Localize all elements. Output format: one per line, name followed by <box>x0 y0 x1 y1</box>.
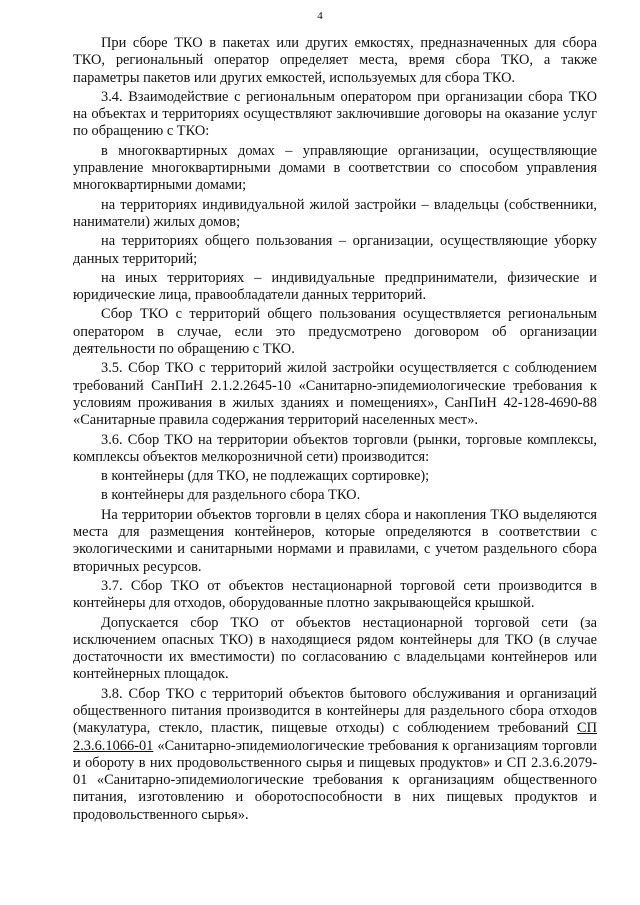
paragraph-3-8 <box>73 686 597 824</box>
paragraph-public-collection: Сбор ТКО с территорий общего пользования осуществляется региональным оператором в случае, если это предусмотрено договором об организации деятельности по обращению с ТКО. <box>73 306 597 358</box>
paragraph-trade-territories: На территории объектов торговли в целях сбора и накопления ТКО выделяются места для размещения контейнеров, которые определяются в соответствии с экологическими и санитарными нормами и правилами, с учетом раздельного сбора вторичных ресурсов. <box>73 506 597 575</box>
paragraph-individual-housing: на территориях индивидуальной жилой застройки – владельцы (собственники, наниматели) жилых домов; <box>73 196 597 230</box>
paragraph-3-8-end: «Санитарно-эпидемиологические требования к организациям торговли и обороту в них продовольственного сырья и пищевых продуктов» и СП 2.3.6.2079-01 «Санитарно-эпидемиологические требования к организациям общественного питания, изготовлению и оборотоспособности в них пищевых продуктов и продовольственного сырья». <box>73 737 597 823</box>
page-number: 4 <box>317 10 323 22</box>
paragraph-public-territories: на территориях общего пользования – организации, осуществляющие уборку данных территорий; <box>73 233 597 267</box>
paragraph-containers-separate: в контейнеры для раздельного сбора ТКО. <box>101 487 361 504</box>
paragraph-apartment-buildings: в многоквартирных домах – управляющие организации, осуществляющие управление многоквартирными домами в соответствии со способом управления многоквартирными домами; <box>73 142 597 194</box>
paragraph-containers-unsorted: в контейнеры (для ТКО, не подлежащих сортировке); <box>101 468 430 485</box>
paragraph-bags-collection: При сборе ТКО в пакетах или других емкостях, предназначенных для сбора ТКО, региональный оператор определяет места, время сбора ТКО, а также параметры пакетов или других емкостей, используемых для сбора ТКО. <box>73 35 597 86</box>
paragraph-3-7: 3.7. Сбор ТКО от объектов нестационарной торговой сети производится в контейнеры для отходов, оборудованные плотно закрывающейся крышкой. <box>73 577 597 612</box>
paragraph-other-territories: на иных территориях – индивидуальные предприниматели, физические и юридические лица, правообладатели данных территорий. <box>73 269 597 304</box>
paragraph-allowed-collection: Допускается сбор ТКО от объектов нестационарной торговой сети (за исключением опасных ТКО) в находящиеся рядом контейнеры для ТКО (в случае достаточности их вместимости) по согласованию с владельцами контейнеров или контейнерных площадок. <box>73 614 597 683</box>
regulation-link[interactable]: СП 2.3.6.1066-01 <box>73 720 597 754</box>
document-body <box>73 35 597 824</box>
paragraph-3-6: 3.6. Сбор ТКО на территории объектов торговли (рынки, торговые комплексы, комплексы объектов мелкорозничной сети) производится: <box>73 431 597 465</box>
paragraph-3-4: 3.4. Взаимодействие с региональным оператором при организации сбора ТКО на объектах и территориях осуществляют заключившие договоры на оказание услуг по обращению с ТКО: <box>73 88 597 140</box>
paragraph-3-8-start: 3.8. Сбор ТКО с территорий объектов бытового обслуживания и организаций общественного питания производится в контейнеры для раздельного сбора отходов (макулатура, стекло, пластик, пищевые отходы) с соблюдением требований <box>73 685 597 737</box>
paragraph-3-5: 3.5. Сбор ТКО с территорий жилой застройки осуществляется с соблюдением требований СанПиН 2.1.2.2645-10 «Санитарно-эпидемиологические требования к условиям проживания в жилых зданиях и помещениях», СанПиН 42-128-4690-88 «Санитарные правила содержания территорий населенных мест». <box>73 360 597 429</box>
